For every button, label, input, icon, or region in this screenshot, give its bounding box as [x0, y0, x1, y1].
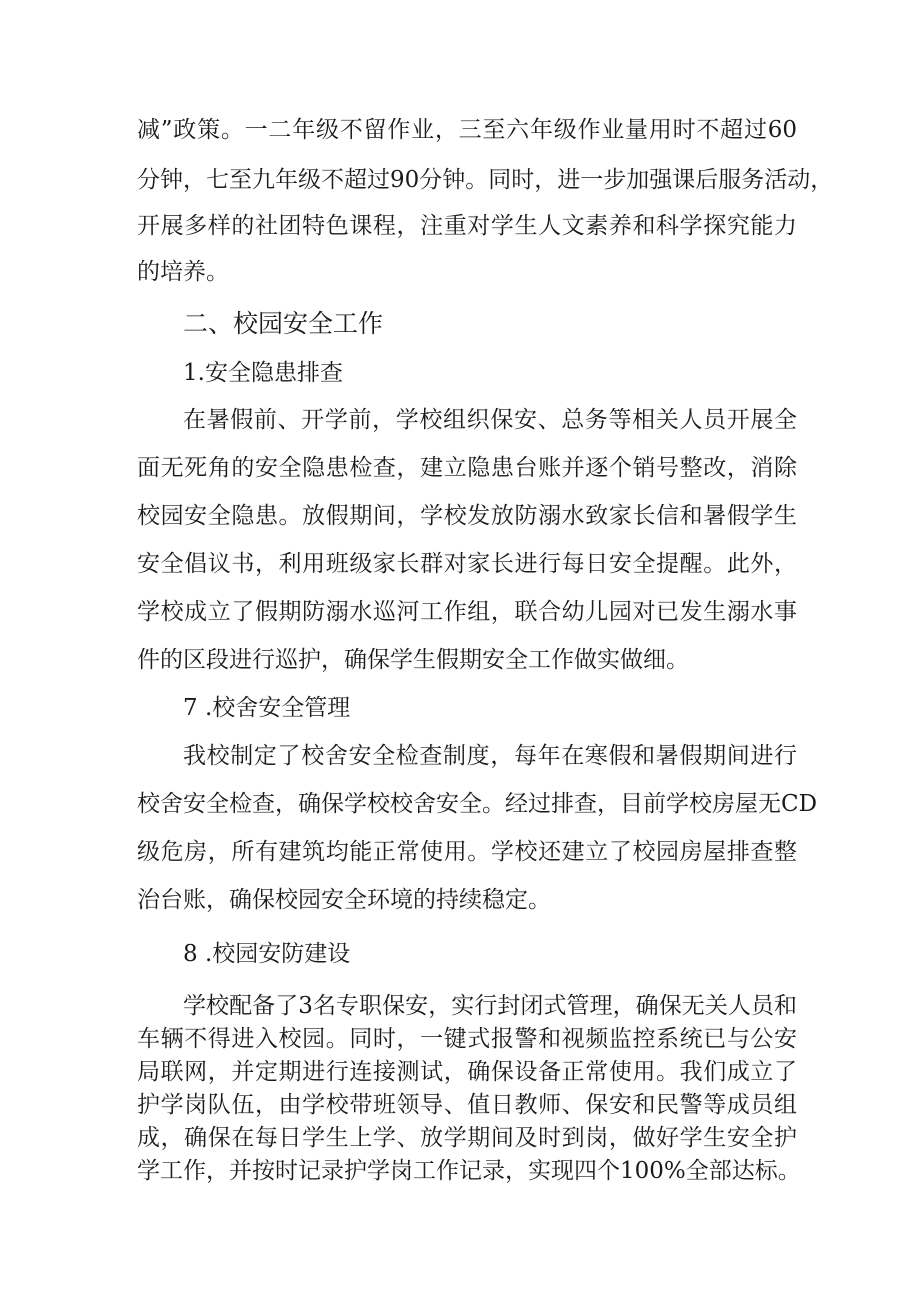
- subsection-heading: 7 .校舍安全管理: [183, 695, 351, 721]
- paragraph-line: 学校配备了3名专职保安，实行封闭式管理，确保无关人员和: [183, 993, 797, 1019]
- paragraph-line: 级危房，所有建筑均能正常使用。学校还建立了校园房屋排查整: [137, 839, 797, 865]
- paragraph-line: 件的区段进行巡护，确保学生假期安全工作做实做细。: [137, 647, 689, 673]
- paragraph-line: 成，确保在每日学生上学、放学期间及时到岗，做好学生安全护: [137, 1125, 797, 1151]
- paragraph-line: 我校制定了校舍安全检查制度，每年在寒假和暑假期间进行: [183, 743, 797, 769]
- paragraph-line: 安全倡议书，利用班级家长群对家长进行每日安全提醒。此外，: [137, 551, 797, 577]
- paragraph-line: 护学岗队伍，由学校带班领导、值日教师、保安和民警等成员组: [137, 1092, 797, 1118]
- paragraph-line: 减”政策。一二年级不留作业，三至六年级作业量用时不超过60: [137, 117, 797, 143]
- paragraph-line: 开展多样的社团特色课程，注重对学生人文素养和科学探究能力: [137, 213, 797, 239]
- paragraph-line: 学校成立了假期防溺水巡河工作组，联合幼儿园对已发生溺水事: [137, 599, 797, 625]
- subsection-heading: 8 .校园安防建设: [183, 941, 351, 967]
- paragraph-line: 校舍安全检查，确保学校校舍安全。经过排查，目前学校房屋无CD: [137, 791, 818, 817]
- paragraph-line: 局联网，并定期进行连接测试，确保设备正常使用。我们成立了: [137, 1059, 797, 1085]
- paragraph-line: 车辆不得进入校园。同时，一键式报警和视频监控系统已与公安: [137, 1026, 797, 1052]
- paragraph-line: 在暑假前、开学前，学校组织保安、总务等相关人员开展全: [183, 407, 797, 433]
- paragraph-line: 分钟，七至九年级不超过90分钟。同时，进一步加强课后服务活动，: [137, 167, 834, 193]
- subsection-heading: 1.安全隐患排查: [183, 360, 343, 386]
- section-heading: 二、校园安全工作: [183, 309, 384, 338]
- paragraph-line: 的培养。: [137, 259, 229, 285]
- paragraph-line: 校园安全隐患。放假期间，学校发放防溺水致家长信和暑假学生: [137, 503, 797, 529]
- paragraph-line: 治台账，确保校园安全环境的持续稳定。: [137, 887, 551, 913]
- paragraph-line: 面无死角的安全隐患检查，建立隐患台账并逐个销号整改，消除: [137, 455, 797, 481]
- paragraph-line: 学工作，并按时记录护学岗工作记录，实现四个100%全部达标。: [137, 1158, 801, 1184]
